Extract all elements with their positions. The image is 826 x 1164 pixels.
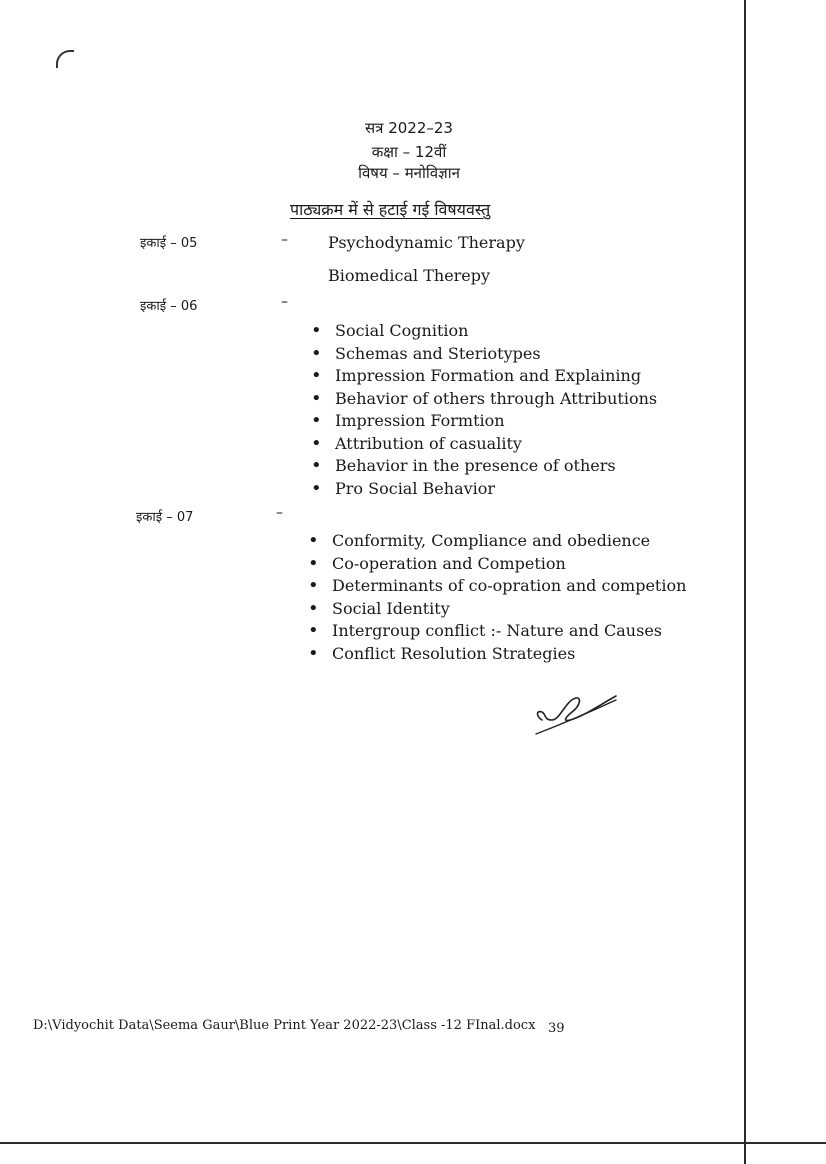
unit-06-list [311,320,657,500]
removed-content-heading: पाठ्यक्रम में से हटाई गई विषयवस्तु [290,200,491,219]
unit-05-topic-2: Biomedical Therepy [328,266,491,285]
unit-05-label: इकाई – 05 [140,236,198,251]
footer-file-path: D:\Vidyochit Data\Seema Gaur\Blue Print Year 2022-23\Class -12 FInal.docx [33,1018,536,1033]
list-item: • Impression Formation and Explaining [311,365,657,388]
list-item: • Social Cognition [311,320,657,343]
list-item: • Attribution of casuality [311,433,657,456]
list-item: • Behavior of others through Attributions [311,388,657,411]
list-item: • Schemas and Steriotypes [311,343,657,366]
subject-title: विषय – मनोविज्ञान [358,164,460,182]
page-edge-bottom [0,1142,826,1144]
list-item: • Determinants of co-opration and competion [308,575,686,598]
page-number: 39 [548,1021,565,1036]
unit-07-dash: – [276,505,283,521]
list-item: • Social Identity [308,598,686,621]
unit-05-dash: – [281,232,288,248]
unit-07-label: इकाई – 07 [136,510,194,525]
corner-mark [56,50,74,68]
class-title: कक्षा – 12वीं [371,143,447,161]
list-item: • Conformity, Compliance and obedience [308,530,686,553]
unit-06-dash: – [281,294,288,310]
list-item: • Intergroup conflict :- Nature and Causes [308,620,686,643]
list-item: • Impression Formtion [311,410,657,433]
list-item: • Co-operation and Competion [308,553,686,576]
session-title: सत्र 2022–23 [365,119,453,137]
unit-05-topic-1: Psychodynamic Therapy [328,233,525,252]
signature-mark [532,690,622,742]
list-item: • Conflict Resolution Strategies [308,643,686,666]
list-item: • Pro Social Behavior [311,478,657,501]
unit-07-list [308,530,686,665]
list-item: • Behavior in the presence of others [311,455,657,478]
unit-06-label: इकाई – 06 [140,299,198,314]
